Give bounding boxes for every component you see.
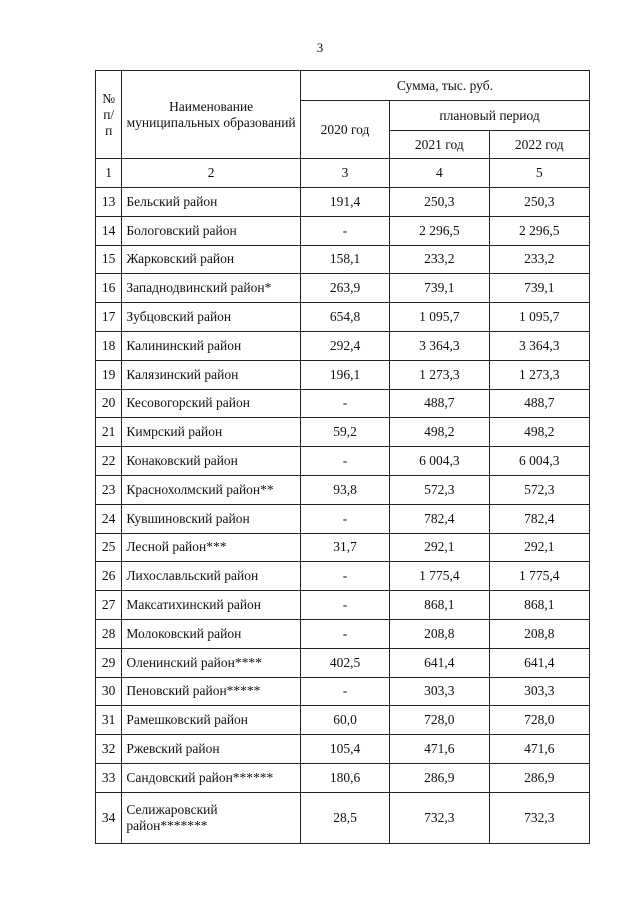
header-num: № п/п (96, 71, 122, 159)
district-name: Зубцовский район (122, 303, 301, 332)
district-name: Рамешковский район (122, 706, 301, 735)
value-2021: 233,2 (390, 245, 489, 274)
district-name: Жарковский район (122, 245, 301, 274)
row-number: 19 (96, 360, 122, 389)
row-number: 29 (96, 648, 122, 677)
value-2020: - (300, 619, 389, 648)
table-row (96, 360, 590, 389)
value-2020: 28,5 (300, 792, 389, 843)
row-number: 27 (96, 591, 122, 620)
value-2021: 782,4 (390, 504, 489, 533)
value-2020: - (300, 447, 389, 476)
value-2022: 572,3 (489, 475, 589, 504)
district-name: Калининский район (122, 331, 301, 360)
district-name: Ржевский район (122, 735, 301, 764)
table-row (96, 331, 590, 360)
row-number: 13 (96, 188, 122, 217)
value-2020: - (300, 562, 389, 591)
value-2021: 739,1 (390, 274, 489, 303)
district-name: Кимрский район (122, 418, 301, 447)
value-2020: 59,2 (300, 418, 389, 447)
header-2022: 2022 год (489, 131, 589, 159)
value-2021: 471,6 (390, 735, 489, 764)
district-name: Калязинский район (122, 360, 301, 389)
row-number: 23 (96, 475, 122, 504)
district-name: Бельский район (122, 188, 301, 217)
row-number: 14 (96, 216, 122, 245)
value-2020: 654,8 (300, 303, 389, 332)
district-name: Лесной район*** (122, 533, 301, 562)
row-number: 31 (96, 706, 122, 735)
value-2021: 488,7 (390, 389, 489, 418)
header-planned-period: плановый период (390, 101, 590, 131)
district-name: Селижаровский район******* (122, 792, 301, 843)
value-2022: 303,3 (489, 677, 589, 706)
table-row (96, 245, 590, 274)
column-index: 4 (390, 159, 489, 188)
value-2021: 3 364,3 (390, 331, 489, 360)
value-2020: 105,4 (300, 735, 389, 764)
district-name: Максатихинский район (122, 591, 301, 620)
value-2021: 286,9 (390, 763, 489, 792)
value-2021: 250,3 (390, 188, 489, 217)
table-row (96, 706, 590, 735)
table-row (96, 389, 590, 418)
value-2022: 471,6 (489, 735, 589, 764)
value-2020: 191,4 (300, 188, 389, 217)
row-number: 17 (96, 303, 122, 332)
table-row (96, 418, 590, 447)
value-2020: 158,1 (300, 245, 389, 274)
value-2020: - (300, 216, 389, 245)
value-2021: 1 273,3 (390, 360, 489, 389)
table-row (96, 533, 590, 562)
column-index: 2 (122, 159, 301, 188)
district-name: Молоковский район (122, 619, 301, 648)
row-number: 21 (96, 418, 122, 447)
value-2022: 1 775,4 (489, 562, 589, 591)
table-row (96, 677, 590, 706)
value-2021: 728,0 (390, 706, 489, 735)
value-2022: 488,7 (489, 389, 589, 418)
row-number: 26 (96, 562, 122, 591)
table-row (96, 619, 590, 648)
value-2022: 641,4 (489, 648, 589, 677)
value-2022: 868,1 (489, 591, 589, 620)
district-name: Лихославльский район (122, 562, 301, 591)
row-number: 16 (96, 274, 122, 303)
value-2020: - (300, 504, 389, 533)
district-name: Кесовогорский район (122, 389, 301, 418)
row-number: 28 (96, 619, 122, 648)
row-number: 25 (96, 533, 122, 562)
row-number: 24 (96, 504, 122, 533)
value-2021: 1 095,7 (390, 303, 489, 332)
value-2021: 303,3 (390, 677, 489, 706)
table-row (96, 735, 590, 764)
column-index-row (96, 159, 590, 188)
value-2020: - (300, 389, 389, 418)
value-2022: 2 296,5 (489, 216, 589, 245)
column-index: 3 (300, 159, 389, 188)
value-2022: 233,2 (489, 245, 589, 274)
value-2021: 2 296,5 (390, 216, 489, 245)
value-2021: 572,3 (390, 475, 489, 504)
table-row (96, 648, 590, 677)
district-name: Краснохолмский район** (122, 475, 301, 504)
district-name: Пеновский район***** (122, 677, 301, 706)
value-2020: 263,9 (300, 274, 389, 303)
value-2022: 782,4 (489, 504, 589, 533)
table-body (96, 188, 590, 844)
row-number: 33 (96, 763, 122, 792)
row-number: 32 (96, 735, 122, 764)
value-2020: 402,5 (300, 648, 389, 677)
table-row (96, 303, 590, 332)
value-2022: 1 095,7 (489, 303, 589, 332)
value-2022: 286,9 (489, 763, 589, 792)
value-2022: 739,1 (489, 274, 589, 303)
table-row (96, 188, 590, 217)
budget-table (95, 70, 590, 844)
value-2020: 196,1 (300, 360, 389, 389)
district-name: Кувшиновский район (122, 504, 301, 533)
value-2020: 180,6 (300, 763, 389, 792)
row-number: 15 (96, 245, 122, 274)
value-2022: 728,0 (489, 706, 589, 735)
value-2022: 1 273,3 (489, 360, 589, 389)
district-name: Сандовский район****** (122, 763, 301, 792)
value-2022: 732,3 (489, 792, 589, 843)
value-2021: 641,4 (390, 648, 489, 677)
value-2021: 208,8 (390, 619, 489, 648)
value-2020: 31,7 (300, 533, 389, 562)
value-2020: 60,0 (300, 706, 389, 735)
header-2021: 2021 год (390, 131, 489, 159)
column-index: 1 (96, 159, 122, 188)
value-2020: - (300, 677, 389, 706)
row-number: 34 (96, 792, 122, 843)
row-number: 18 (96, 331, 122, 360)
header-name: Наименование муниципальных образований (122, 71, 301, 159)
table-row (96, 504, 590, 533)
value-2021: 1 775,4 (390, 562, 489, 591)
value-2020: 292,4 (300, 331, 389, 360)
value-2022: 3 364,3 (489, 331, 589, 360)
row-number: 30 (96, 677, 122, 706)
value-2020: - (300, 591, 389, 620)
table-row (96, 562, 590, 591)
table-row (96, 763, 590, 792)
district-name: Конаковский район (122, 447, 301, 476)
page-number: 3 (316, 40, 324, 55)
header-2020: 2020 год (300, 101, 389, 159)
value-2022: 250,3 (489, 188, 589, 217)
value-2021: 6 004,3 (390, 447, 489, 476)
header-sum: Сумма, тыс. руб. (300, 71, 589, 101)
table-row (96, 216, 590, 245)
value-2022: 208,8 (489, 619, 589, 648)
value-2020: 93,8 (300, 475, 389, 504)
value-2022: 498,2 (489, 418, 589, 447)
value-2022: 6 004,3 (489, 447, 589, 476)
value-2021: 498,2 (390, 418, 489, 447)
table-row (96, 274, 590, 303)
value-2021: 292,1 (390, 533, 489, 562)
table-row (96, 792, 590, 843)
district-name: Западнодвинский район* (122, 274, 301, 303)
row-number: 22 (96, 447, 122, 476)
column-index: 5 (489, 159, 589, 188)
value-2021: 868,1 (390, 591, 489, 620)
district-name: Оленинский район**** (122, 648, 301, 677)
value-2021: 732,3 (390, 792, 489, 843)
value-2022: 292,1 (489, 533, 589, 562)
district-name: Бологовский район (122, 216, 301, 245)
table-row (96, 591, 590, 620)
row-number: 20 (96, 389, 122, 418)
table-row (96, 447, 590, 476)
table-header (96, 71, 590, 188)
table-row (96, 475, 590, 504)
